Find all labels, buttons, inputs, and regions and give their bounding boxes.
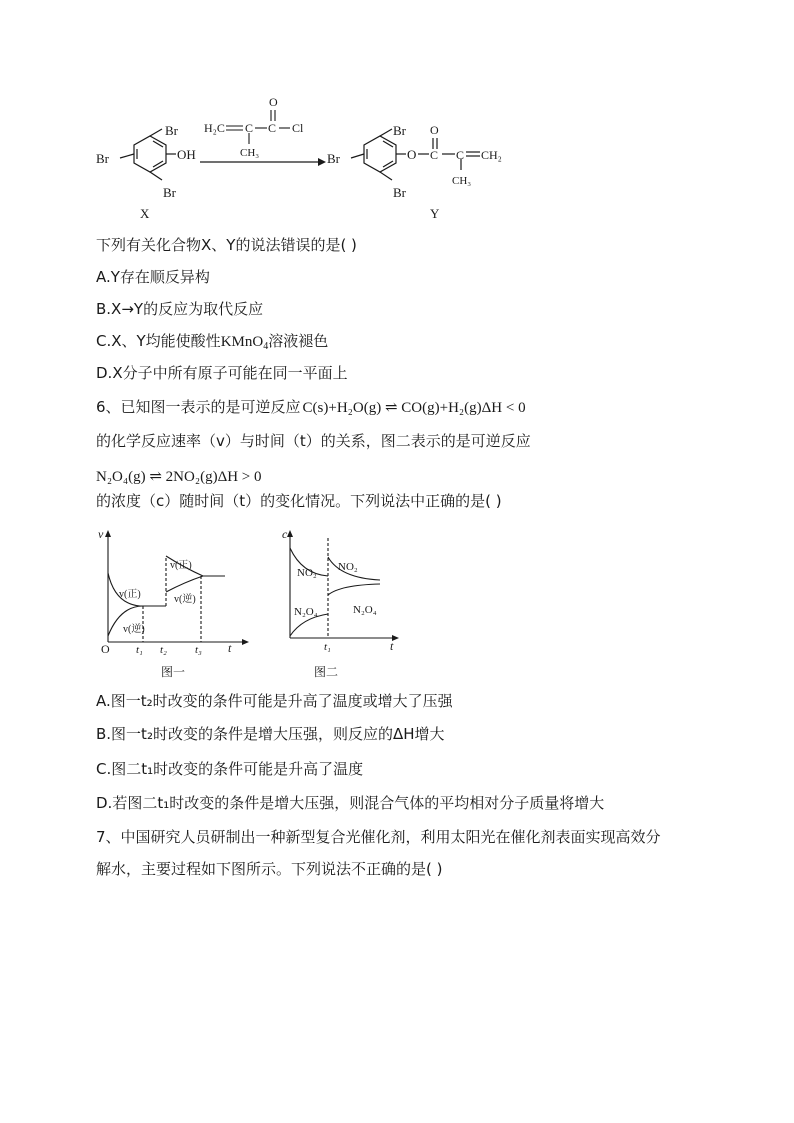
graph1-x-label: t bbox=[228, 641, 232, 655]
graph1-v-reverse-label-2: v(逆) bbox=[174, 594, 196, 605]
reaction-scheme bbox=[90, 88, 520, 223]
reagent-bonds bbox=[226, 110, 290, 144]
y-br-left: Br bbox=[327, 151, 340, 166]
y-br-bottom: Br bbox=[393, 185, 406, 200]
q6-option-c: C.图二t₁时改变的条件可能是升高了温度 bbox=[96, 760, 364, 778]
q6-option-a: A.图一t₂时改变的条件可能是升高了温度或增大了压强 bbox=[96, 692, 453, 710]
graph1-v-reverse-label-1: v(逆) bbox=[123, 624, 145, 635]
graph2-x-label: t bbox=[390, 639, 394, 653]
graph2-n2o4-label-1: N₂O₄ bbox=[294, 606, 318, 618]
y-ch2: CH₂ bbox=[481, 148, 502, 162]
reagent-h2c: H₂C bbox=[204, 121, 225, 135]
y-br-top: Br bbox=[393, 123, 406, 138]
reagent-c2: C bbox=[268, 121, 277, 135]
graph1-t2: t₂ bbox=[160, 644, 167, 656]
q5-option-c-post: 溶液褪色 bbox=[268, 332, 329, 350]
graph2-y-label: c bbox=[282, 527, 288, 541]
reagent-ch3: CH₃ bbox=[240, 147, 260, 159]
reagent-carbonyl-o: O bbox=[269, 95, 278, 109]
graph1-y-arrow bbox=[105, 530, 111, 537]
graph1-caption: 图一 bbox=[161, 665, 186, 679]
q6-equation-1: C(s)+H₂O(g) ⇌ CO(g)+H₂(g)ΔH < 0 bbox=[302, 400, 526, 416]
q5-option-b: B.X→Y的反应为取代反应 bbox=[96, 300, 264, 318]
x-br-left: Br bbox=[96, 151, 109, 166]
q5-option-c-formula: KMnO bbox=[220, 334, 264, 350]
graph1-t1: t₁ bbox=[136, 644, 143, 656]
graph2-n2o4-label-2: N₂O₄ bbox=[353, 604, 377, 616]
q5-stem: 下列有关化合物X、Y的说法错误的是( ) bbox=[96, 236, 357, 254]
graph1-x-arrow bbox=[242, 639, 249, 645]
graph1-origin: O bbox=[101, 642, 110, 656]
y-vinyl-c: C bbox=[456, 148, 465, 162]
graph2-no2-label-1: NO₂ bbox=[297, 567, 317, 579]
q5-option-c bbox=[96, 330, 328, 358]
x-br-top: Br bbox=[165, 123, 178, 138]
reaction-arrow bbox=[200, 158, 326, 166]
q6-option-d: D.若图二t₁时改变的条件是增大压强，则混合气体的平均相对分子质量将增大 bbox=[96, 794, 605, 812]
y-label: Y bbox=[430, 206, 440, 221]
graph1-v-forward-label-1: v(正) bbox=[119, 589, 141, 600]
graph-one bbox=[95, 524, 255, 682]
graph2-caption: 图二 bbox=[314, 665, 339, 679]
q5-option-a: A.Y存在顺反异构 bbox=[96, 268, 210, 286]
graph2-no2-label-2: NO₂ bbox=[338, 561, 358, 573]
y-carbonyl-o: O bbox=[430, 123, 439, 137]
graph-two bbox=[280, 524, 405, 682]
q5-option-c-pre: C.X、Y均能使酸性 bbox=[96, 332, 221, 350]
y-carbonyl-c: C bbox=[430, 148, 439, 162]
q7-line2: 解水，主要过程如下图所示。下列说法不正确的是( ) bbox=[96, 860, 443, 878]
graph1-y-label: v bbox=[98, 527, 104, 541]
q6-line2: 的化学反应速率（v）与时间（t）的关系，图二表示的是可逆反应 bbox=[96, 432, 531, 450]
q6-line4: 的浓度（c）随时间（t）的变化情况。下列说法中正确的是( ) bbox=[96, 492, 502, 510]
graph1-v-reverse-curve-2 bbox=[166, 576, 203, 592]
q7-line1: 7、中国研究人员研制出一种新型复合光催化剂，利用太阳光在催化剂表面实现高效分 bbox=[96, 828, 661, 846]
graph2-n2o4-curve-2 bbox=[328, 584, 380, 595]
q6-line1-pre: 6、已知图一表示的是可逆反应 bbox=[96, 398, 301, 416]
graph2-t1: t₁ bbox=[324, 641, 331, 653]
graph2-y-arrow bbox=[287, 530, 293, 537]
x-oh: OH bbox=[177, 147, 196, 162]
reagent-cl: Cl bbox=[292, 121, 304, 135]
y-ester-o: O bbox=[407, 147, 417, 162]
q5-option-d: D.X分子中所有原子可能在同一平面上 bbox=[96, 364, 348, 382]
reagent-c: C bbox=[245, 121, 254, 135]
x-label: X bbox=[140, 206, 150, 221]
graph1-v-forward-label-2: v(正) bbox=[170, 560, 192, 571]
graph1-t3: t₃ bbox=[195, 644, 202, 656]
q6-equation-2: N₂O₄(g) ⇌ 2NO₂(g)ΔH > 0 bbox=[96, 469, 262, 485]
y-ch3: CH₃ bbox=[452, 175, 472, 187]
q6-option-b: B.图一t₂时改变的条件是增大压强，则反应的ΔH增大 bbox=[96, 725, 445, 743]
q5-option-c-sub: 4 bbox=[263, 341, 269, 352]
q6-line1 bbox=[96, 396, 526, 419]
x-br-bottom: Br bbox=[163, 185, 176, 200]
